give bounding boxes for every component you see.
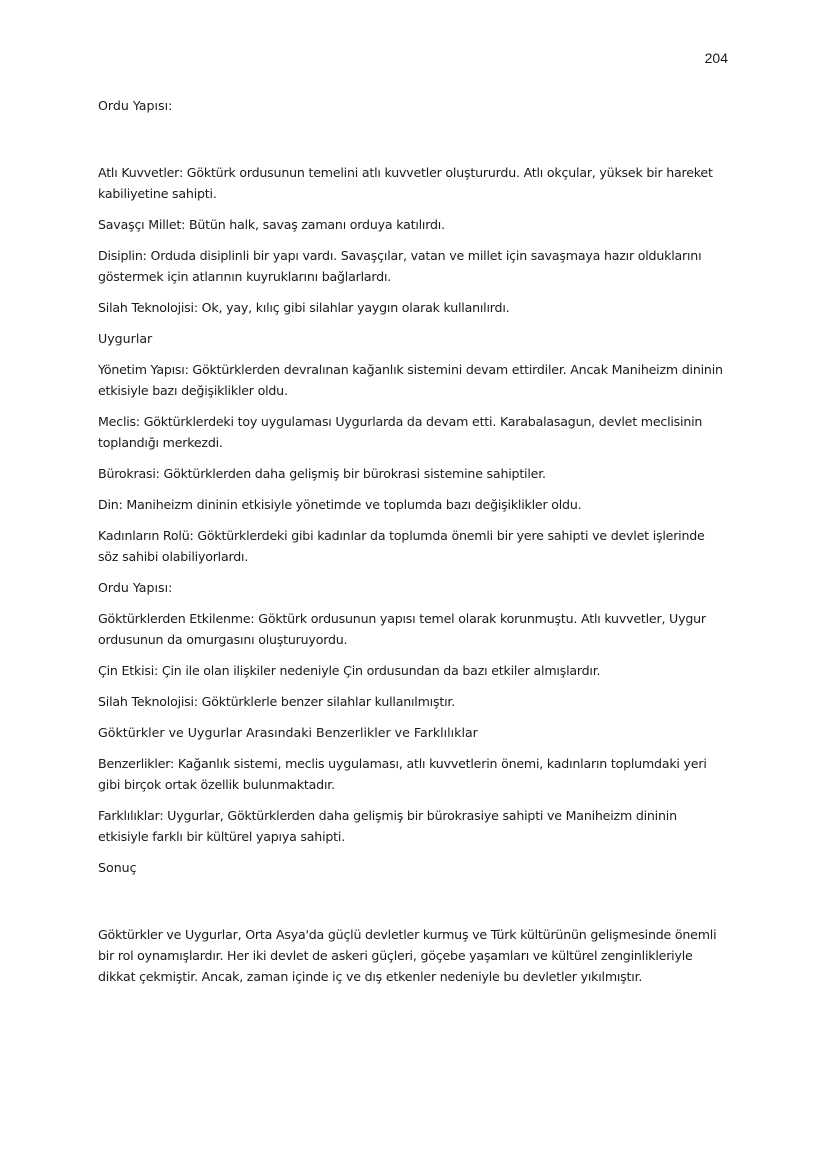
spacer xyxy=(98,888,728,924)
paragraph-benzerlikler: Benzerlikler: Kağanlık sistemi, meclis uygulaması, atlı kuvvetlerin önemi, kadınların toplumdaki yeri gibi birçok ortak özellik bulunmaktadır. xyxy=(98,756,707,792)
paragraph-savasci-millet: Savaşçı Millet: Bütün halk, savaş zamanı orduya katılırdı. xyxy=(98,217,445,232)
paragraph-silah-teknolojisi-uygur: Silah Teknolojisi: Göktürklerle benzer silahlar kullanılmıştır. xyxy=(98,694,455,709)
paragraph-farkliliklar: Farklılıklar: Uygurlar, Göktürklerden daha gelişmiş bir bürokrasiye sahipti ve Maniheizm dininin etkisiyle farklı bir kültürel yapıya sahipti. xyxy=(98,808,677,844)
spacer xyxy=(98,126,728,162)
document-body xyxy=(98,95,728,997)
paragraph-din: Din: Maniheizm dininin etkisiyle yönetimde ve toplumda bazı değişiklikler oldu. xyxy=(98,497,582,512)
paragraph-meclis: Meclis: Göktürklerdeki toy uygulaması Uygurlarda da devam etti. Karabalasagun, devlet meclisinin toplandığı merkezdi. xyxy=(98,414,703,450)
paragraph-silah-teknolojisi: Silah Teknolojisi: Ok, yay, kılıç gibi silahlar yaygın olarak kullanılırdı. xyxy=(98,300,510,315)
section-heading-karsilastirma: Göktürkler ve Uygurlar Arasındaki Benzerlikler ve Farklılıklar xyxy=(98,725,478,740)
paragraph-cin-etkisi: Çin Etkisi: Çin ile olan ilişkiler nedeniyle Çin ordusundan da bazı etkiler almışlardır. xyxy=(98,663,601,678)
section-heading-ordu-yapisi-uygur: Ordu Yapısı: xyxy=(98,580,173,595)
page-number: 204 xyxy=(704,50,728,66)
paragraph-atli-kuvvetler: Atlı Kuvvetler: Göktürk ordusunun temelini atlı kuvvetler oluştururdu. Atlı okçular, yüksek bir hareket kabiliyetine sahipti. xyxy=(98,165,713,201)
paragraph-gokturklerden-etkilenme: Göktürklerden Etkilenme: Göktürk ordusunun yapısı temel olarak korunmuştu. Atlı kuvvetler, Uygur ordusunun da omurgasını oluşturuyordu. xyxy=(98,611,706,647)
section-heading-sonuc: Sonuç xyxy=(98,860,137,875)
paragraph-sonuc: Göktürkler ve Uygurlar, Orta Asya'da güçlü devletler kurmuş ve Türk kültürünün gelişmesinde önemli bir rol oynamışlardır. Her iki devlet de askeri güçleri, göçebe yaşamları ve kültürel zenginlikleriyle dikkat çekmiştir. Ancak, zaman içinde iç ve dış etkenler nedeniyle bu devletler yıkılmıştır. xyxy=(98,927,717,984)
section-heading-uygurlar: Uygurlar xyxy=(98,331,153,346)
paragraph-yonetim-yapisi: Yönetim Yapısı: Göktürklerden devralınan kağanlık sistemini devam ettirdiler. Ancak Maniheizm dininin etkisiyle bazı değişiklikler oldu. xyxy=(98,362,723,398)
paragraph-kadinlarin-rolu: Kadınların Rolü: Göktürklerdeki gibi kadınlar da toplumda önemli bir yere sahipti ve devlet işlerinde söz sahibi olabiliyorlardı. xyxy=(98,528,705,564)
section-heading-ordu-yapisi: Ordu Yapısı: xyxy=(98,98,173,113)
paragraph-disiplin: Disiplin: Orduda disiplinli bir yapı vardı. Savaşçılar, vatan ve millet için savaşmaya hazır olduklarını göstermek için atlarının kuyruklarını bağlarlardı. xyxy=(98,248,702,284)
paragraph-burokrasi: Bürokrasi: Göktürklerden daha gelişmiş bir bürokrasi sistemine sahiptiler. xyxy=(98,466,546,481)
